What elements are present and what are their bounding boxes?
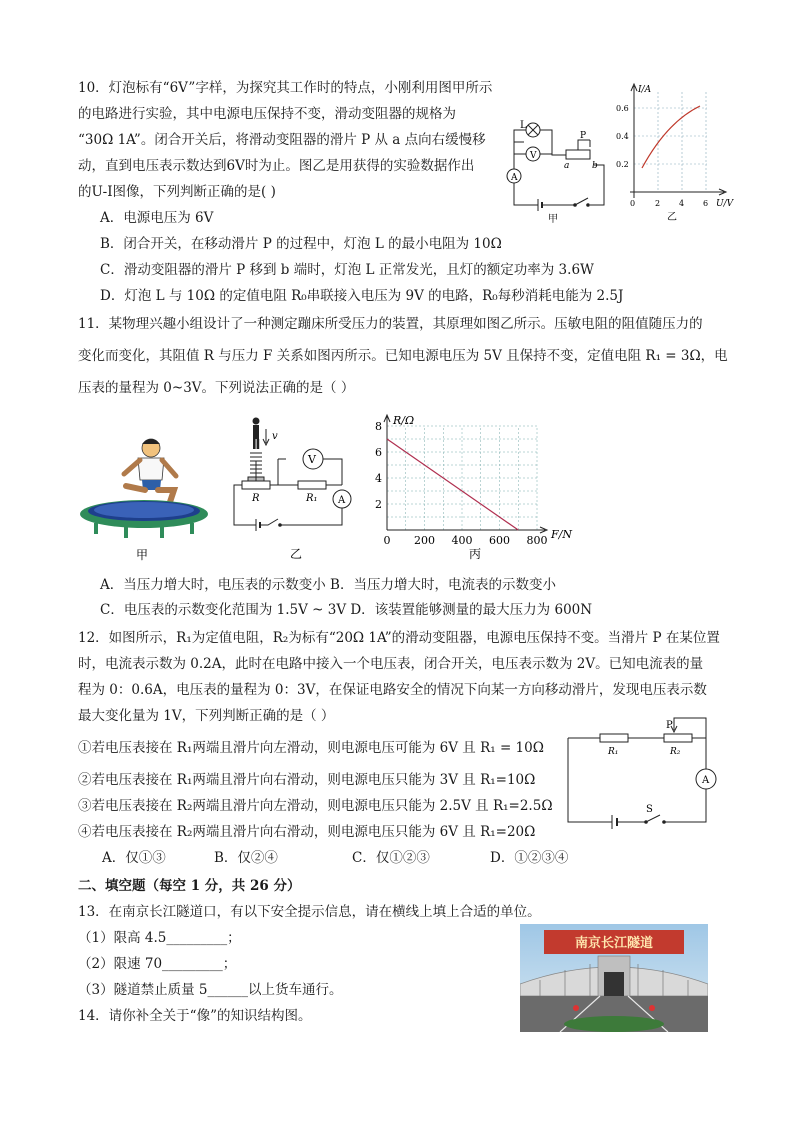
q11-options-cd: C．电压表的示数变化范围为 1.5V ~ 3V D．该装置能够测量的最大压力为 600N (100, 602, 593, 618)
ui-xtick: 2 (655, 199, 661, 208)
velocity-label: v (272, 431, 278, 442)
q10-option-a: A．电源电压为 6V (100, 210, 214, 226)
q12-circuit-figure (560, 712, 725, 837)
q12-option-b: B．仅②④ (214, 850, 278, 866)
fig-jia-caption: 甲 (136, 548, 149, 562)
q10-option-c: C．滑动变阻器的滑片 P 移到 b 端时，灯泡 L 正常发光，且灯的额定功率为 3.6W (100, 262, 594, 278)
rf-ytick-label: 2 (375, 498, 382, 511)
rf-ytick-label: 6 (375, 446, 382, 459)
fig-yi-caption: 乙 (667, 212, 677, 223)
q10-line-5: 的U-I图像，下列判断正确的是( ) (78, 184, 276, 200)
q12-statement-1: ①若电压表接在 R₁两端且滑片向左滑动，则电源电压可能为 6V 且 R₁ = 10Ω (78, 740, 544, 756)
ui-ytick: 0.4 (616, 132, 629, 141)
ammeter-label: A (702, 775, 710, 786)
rf-xtick-label: 800 (526, 534, 548, 547)
q11-rf-chart (365, 412, 595, 564)
rf-ylabel: R/Ω (393, 414, 415, 427)
fig-bing-caption: 丙 (469, 547, 482, 561)
q13-item-3: （3）隧道禁止质量 5______以上货车通行。 (78, 982, 343, 998)
q10-line-3: “30Ω 1A”。闭合开关后，将滑动变阻器的滑片 P 从 a 点向右缓慢移 (78, 132, 486, 148)
ammeter-label: A (511, 173, 518, 183)
slider-label: P (666, 720, 673, 731)
rf-series-line (387, 439, 518, 530)
point-b-label: b (592, 161, 598, 171)
q11-circuit-figure (228, 415, 363, 565)
q12-statement-3: ③若电压表接在 R₂两端且滑片向左滑动，则电源电压只能为 2.5V 且 R₁=2.5Ω (78, 798, 553, 814)
ui-ytick: 0.2 (616, 160, 629, 169)
rf-xtick-label: 400 (451, 534, 473, 547)
q11-line-2: 变化而变化，其阻值 R 与压力 F 关系如图丙所示。已知电源电压为 5V 且保持不变，定值电阻 R₁ = 3Ω，电 (78, 348, 728, 364)
resistor-r2-label: R₂ (670, 747, 681, 757)
slider-label: P (580, 131, 587, 141)
q10-line-2: 的电路进行实验，其中电源电压保持不变，滑动变阻器的规格为 (78, 106, 456, 122)
q12-line-4: 最大变化量为 1V，下列判断正确的是（ ） (78, 708, 335, 724)
q12-option-a: A．仅①③ (102, 850, 166, 866)
ammeter-label: A (338, 495, 346, 506)
ui-xlabel: U/V (716, 199, 734, 209)
q10-option-d: D．灯泡 L 与 10Ω 的定值电阻 R₀串联接入电压为 9V 的电路，R₀每秒消耗电能为 2.5J (100, 288, 624, 304)
ui-xtick: 4 (679, 199, 685, 208)
rf-xtick-label: 0 (383, 534, 391, 547)
q10-line-4: 动，直到电压表示数达到6V时为止。图乙是用获得的实验数据作出 (78, 158, 475, 174)
q11-options-ab: A．当压力增大时，电压表的示数变小 B．当压力增大时，电流表的示数变小 (100, 577, 556, 593)
lamp-label: L (520, 120, 527, 131)
q10-circuit-figure (500, 110, 615, 225)
q11-line-3: 压表的量程为 0~3V。下列说法正确的是（ ） (78, 380, 355, 396)
q12-statement-4: ④若电压表接在 R₂两端且滑片向右滑动，则电源电压只能为 6V 且 R₁=20Ω (78, 824, 536, 840)
q14-intro: 14．请你补全关于“像”的知识结构图。 (78, 1008, 312, 1024)
voltmeter-label: V (308, 453, 316, 466)
rf-xlabel: F/N (551, 528, 572, 541)
q12-option-d: D．①②③④ (490, 850, 569, 866)
q11-line-1: 11．某物理兴趣小组设计了一种测定蹦床所受压力的装置，其原理如图乙所示。压敏电阻的阻值随压力的 (78, 316, 703, 332)
tunnel-photo (520, 924, 708, 1032)
q10-ui-graph (612, 80, 737, 225)
q13-item-1: （1）限高 4.5_________； (78, 930, 241, 946)
q10-option-b: B．闭合开关，在移动滑片 P 的过程中，灯泡 L 的最小电阻为 10Ω (100, 236, 502, 252)
rf-ytick-label: 4 (375, 472, 382, 485)
switch-label: S (646, 804, 653, 815)
ui-ytick: 0.6 (616, 104, 629, 113)
resistor-r-label: R (252, 493, 260, 504)
fig-yi-caption: 乙 (290, 547, 303, 561)
resistor-r1-label: R₁ (608, 747, 619, 757)
q12-line-3: 程为 0：0.6A，电压表的量程为 0：3V，在保证电路安全的情况下向某一方向移动滑片，发现电压表示数 (78, 682, 707, 698)
person-icon (253, 418, 260, 450)
q12-option-c: C．仅①②③ (352, 850, 430, 866)
ui-xtick: 6 (703, 199, 709, 208)
q12-line-2: 时，电流表示数为 0.2A，此时在电路中接入一个电压表，闭合开关，电压表示数为 2V。已知电流表的量 (78, 656, 704, 672)
q11-trampoline-figure (76, 428, 216, 564)
q12-line-1: 12．如图所示，R₁为定值电阻，R₂为标有“20Ω 1A”的滑动变阻器，电源电压保持不变。当滑片 P 在某位置 (78, 630, 720, 646)
section-2-title: 二、填空题（每空 1 分，共 26 分） (78, 878, 301, 894)
rf-xtick-label: 200 (414, 534, 435, 547)
tunnel-sign-text: 南京长江隧道 (574, 936, 654, 951)
ui-ylabel: I/A (638, 85, 652, 95)
voltmeter-label: V (530, 151, 537, 161)
rf-ytick-label: 8 (375, 420, 382, 433)
q13-item-2: （2）限速 70_________； (78, 956, 237, 972)
q10-line-1: 10．灯泡标有“6V”字样，为探究其工作时的特点，小刚利用图甲所示 (78, 80, 493, 96)
resistor-r1-label: R₁ (306, 493, 318, 504)
q12-statement-2: ②若电压表接在 R₁两端且滑片向右滑动，则电源电压只能为 3V 且 R₁=10Ω (78, 772, 536, 788)
fig-jia-caption: 甲 (548, 214, 558, 225)
q13-intro: 13．在南京长江隧道口，有以下安全提示信息，请在横线上填上合适的单位。 (78, 904, 541, 920)
point-a-label: a (564, 161, 570, 171)
jumping-boy-icon (124, 439, 176, 502)
ui-xtick: 0 (630, 199, 636, 208)
rf-xtick-label: 600 (489, 534, 510, 547)
